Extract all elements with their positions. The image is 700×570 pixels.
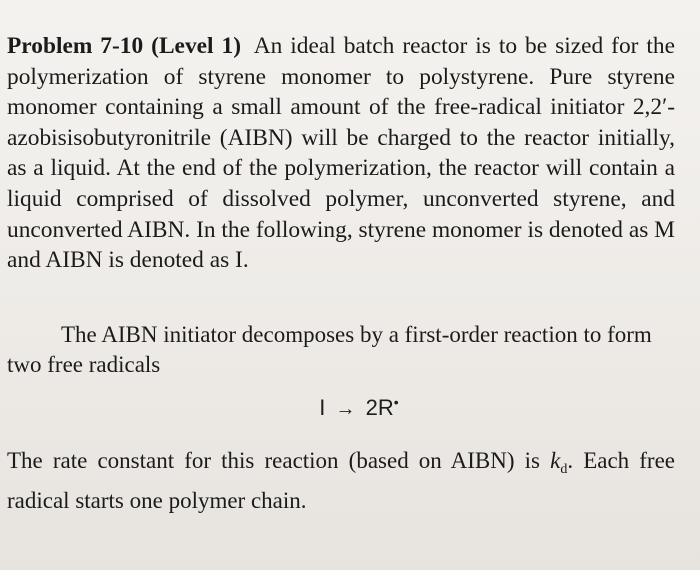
rate-constant-subscript: d [560, 462, 568, 477]
problem-paragraph-1: An ideal batch reactor is to be sized for the polymerization of styrene monomer to polystyrene. Pure styrene monomer containing a small amount of the free-radical initiator 2,2′-azobisisobutyronitrile (AIBN) will be charged to the reactor initially, as a liquid. At the end of the polymerization, the reactor will contain a liquid comprised of dissolved polymer, unconverted styrene, and unconverted AIBN. In the following, styrene monomer is denoted as M and AIBN is denoted as I. [7, 33, 675, 274]
rate-text-after: . Each free radical starts one polymer chain. [7, 448, 676, 513]
equation-product: 2R [365, 395, 394, 420]
decomposition-equation [0, 394, 700, 421]
initiator-decomposition-paragraph: The AIBN initiator decomposes by a first-order reaction to form two free radicals [7, 322, 652, 377]
reaction-arrow: → [335, 398, 356, 420]
rate-constant-paragraph [7, 446, 675, 516]
rate-constant-symbol: k [550, 448, 561, 473]
radical-dot: • [393, 394, 399, 410]
rate-text-before: The rate constant for this reaction (based on AIBN) is [7, 448, 551, 473]
equation-reactant: I [319, 395, 326, 420]
problem-statement-paragraph [7, 31, 675, 276]
problem-title: Problem 7-10 (Level 1) [7, 33, 241, 59]
